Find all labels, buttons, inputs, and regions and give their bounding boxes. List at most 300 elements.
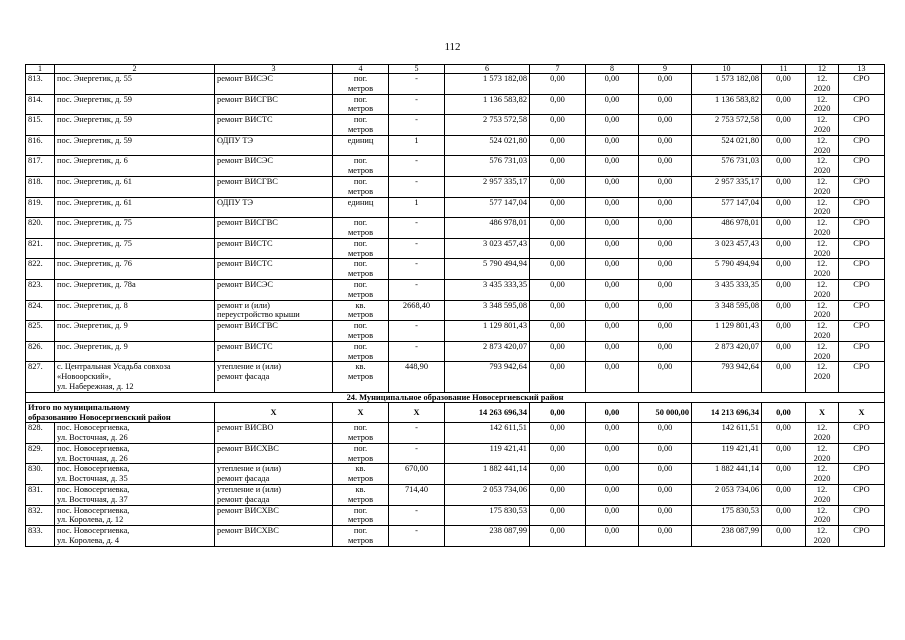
method-cell: СРО xyxy=(839,259,885,280)
column-header: 9 xyxy=(639,65,692,74)
column-header: 11 xyxy=(762,65,806,74)
fund-amount-cell: 3 435 333,35 xyxy=(692,279,762,300)
unit-cell xyxy=(333,115,389,136)
cell-line: пос. Энергетик, д. 59 xyxy=(57,135,132,145)
address-cell xyxy=(55,505,215,526)
total-cost-cell: 2 873 420,07 xyxy=(445,341,530,362)
cell-line: 2020 xyxy=(813,269,831,279)
table-row xyxy=(26,94,885,115)
fund-amount-cell: 1 882 441,14 xyxy=(692,464,762,485)
cell-line: пос. Энергетик, д. 75 xyxy=(57,218,132,228)
address-cell xyxy=(55,423,215,444)
work-type-cell xyxy=(215,362,333,392)
cell-line: 2020 xyxy=(813,248,831,258)
cell-line: 12. xyxy=(816,362,828,372)
row-number: 825. xyxy=(26,321,55,342)
row-number: 828. xyxy=(26,423,55,444)
fund-amount-cell: 524 021,80 xyxy=(692,135,762,156)
quantity-cell: - xyxy=(389,238,445,259)
work-type-cell xyxy=(215,423,333,444)
cell-line: 2020 xyxy=(813,330,831,340)
method-cell: СРО xyxy=(839,115,885,136)
work-type-cell xyxy=(215,259,333,280)
amount-cell: 0,00 xyxy=(639,115,692,136)
amount-cell: 0,00 xyxy=(530,443,586,464)
amount-cell: 0,00 xyxy=(762,218,806,239)
amount-cell: 0,00 xyxy=(586,464,639,485)
cell-line: 12. xyxy=(816,135,828,145)
amount-cell: 0,00 xyxy=(586,526,639,547)
table-row xyxy=(26,259,885,280)
row-number: 820. xyxy=(26,218,55,239)
quantity-cell: 1 xyxy=(389,135,445,156)
cell-line: 2020 xyxy=(813,433,831,443)
cell-line: 2020 xyxy=(813,372,831,382)
total-cell: X xyxy=(839,402,885,423)
row-number: 822. xyxy=(26,259,55,280)
unit-cell xyxy=(333,485,389,506)
amount-cell: 0,00 xyxy=(530,464,586,485)
amount-cell: 0,00 xyxy=(639,526,692,547)
amount-cell: 0,00 xyxy=(762,443,806,464)
amount-cell: 0,00 xyxy=(639,94,692,115)
cell-line: 12. xyxy=(816,321,828,331)
amount-cell: 0,00 xyxy=(586,135,639,156)
unit-cell xyxy=(333,197,389,218)
unit-cell xyxy=(333,526,389,547)
cell-line: ремонт фасада xyxy=(217,372,270,382)
cell-line: метров xyxy=(347,351,374,361)
address-cell xyxy=(55,485,215,506)
fund-amount-cell: 175 830,53 xyxy=(692,505,762,526)
cell-line: пог. xyxy=(353,341,368,351)
total-cost-cell: 576 731,03 xyxy=(445,156,530,177)
cell-line: 12. xyxy=(816,197,828,207)
amount-cell: 0,00 xyxy=(530,300,586,321)
amount-cell: 0,00 xyxy=(762,279,806,300)
total-cell: 0,00 xyxy=(530,402,586,423)
total-row xyxy=(26,402,885,423)
cell-line: пог. xyxy=(353,279,368,289)
amount-cell: 0,00 xyxy=(639,74,692,95)
amount-cell: 0,00 xyxy=(762,341,806,362)
cell-line: 2020 xyxy=(813,166,831,176)
cell-line: пос. Энергетик, д. 59 xyxy=(57,115,132,125)
quantity-cell: - xyxy=(389,526,445,547)
table-row xyxy=(26,423,885,444)
amount-cell: 0,00 xyxy=(639,505,692,526)
amount-cell: 0,00 xyxy=(639,176,692,197)
amount-cell: 0,00 xyxy=(586,197,639,218)
address-cell xyxy=(55,279,215,300)
total-cell: X xyxy=(389,402,445,423)
cell-line: пог. xyxy=(353,423,368,433)
cell-line: пог. xyxy=(353,218,368,228)
cell-line: 2020 xyxy=(813,227,831,237)
quantity-cell: - xyxy=(389,321,445,342)
fund-amount-cell: 3 023 457,43 xyxy=(692,238,762,259)
cell-line: ул. Восточная, д. 26 xyxy=(57,433,128,443)
deadline-cell xyxy=(806,321,839,342)
cell-line: метров xyxy=(347,330,374,340)
cell-line: ремонт ВИСЭС xyxy=(217,279,273,289)
total-cost-cell: 175 830,53 xyxy=(445,505,530,526)
cell-line: ул. Восточная, д. 35 xyxy=(57,474,128,484)
address-cell xyxy=(55,300,215,321)
amount-cell: 0,00 xyxy=(762,362,806,392)
cell-line: 2020 xyxy=(813,351,831,361)
table-row xyxy=(26,485,885,506)
column-header: 7 xyxy=(530,65,586,74)
address-cell xyxy=(55,259,215,280)
cell-line: метров xyxy=(347,515,374,525)
unit-cell xyxy=(333,259,389,280)
total-cost-cell: 1 136 583,82 xyxy=(445,94,530,115)
amount-cell: 0,00 xyxy=(530,238,586,259)
cell-line: 12. xyxy=(816,238,828,248)
amount-cell: 0,00 xyxy=(530,176,586,197)
cell-line: ремонт и (или) xyxy=(217,300,270,310)
amount-cell: 0,00 xyxy=(762,156,806,177)
row-number: 830. xyxy=(26,464,55,485)
cell-line: 12. xyxy=(816,505,828,515)
method-cell: СРО xyxy=(839,156,885,177)
amount-cell: 0,00 xyxy=(586,156,639,177)
cell-line: ул. Восточная, д. 26 xyxy=(57,453,128,463)
section-block xyxy=(26,392,885,423)
cell-line: ремонт ВИСГВС xyxy=(217,94,278,104)
deadline-cell xyxy=(806,115,839,136)
cell-line: пос. Новосергиевка, xyxy=(57,464,130,474)
table-row xyxy=(26,443,885,464)
amount-cell: 0,00 xyxy=(586,238,639,259)
unit-cell xyxy=(333,94,389,115)
row-number: 813. xyxy=(26,74,55,95)
cell-line: пос. Энергетик, д. 59 xyxy=(57,94,132,104)
unit-cell xyxy=(333,135,389,156)
amount-cell: 0,00 xyxy=(530,362,586,392)
unit-cell xyxy=(333,505,389,526)
column-header: 8 xyxy=(586,65,639,74)
amount-cell: 0,00 xyxy=(586,279,639,300)
amount-cell: 0,00 xyxy=(530,94,586,115)
row-number: 823. xyxy=(26,279,55,300)
column-header: 3 xyxy=(215,65,333,74)
deadline-cell xyxy=(806,526,839,547)
table-row xyxy=(26,197,885,218)
row-number: 821. xyxy=(26,238,55,259)
work-type-cell xyxy=(215,464,333,485)
column-number-header xyxy=(26,65,885,74)
cell-line: метров xyxy=(347,227,374,237)
column-header: 6 xyxy=(445,65,530,74)
amount-cell: 0,00 xyxy=(639,362,692,392)
total-label-line: Итого по муниципальному xyxy=(28,402,130,412)
cell-line: метров xyxy=(347,474,374,484)
cell-line: 12. xyxy=(816,115,828,125)
cell-line: ремонт ВИСГВС xyxy=(217,218,278,228)
unit-cell xyxy=(333,300,389,321)
method-cell: СРО xyxy=(839,423,885,444)
cell-line: пос. Энергетик, д. 8 xyxy=(57,300,128,310)
amount-cell: 0,00 xyxy=(762,176,806,197)
rows-energetik xyxy=(26,74,885,393)
cell-line: 12. xyxy=(816,443,828,453)
method-cell: СРО xyxy=(839,526,885,547)
cell-line: 2020 xyxy=(813,536,831,546)
column-header: 10 xyxy=(692,65,762,74)
fund-amount-cell: 1 136 583,82 xyxy=(692,94,762,115)
work-type-cell xyxy=(215,321,333,342)
unit-cell xyxy=(333,74,389,95)
cell-line: пог. xyxy=(353,505,368,515)
unit-cell xyxy=(333,176,389,197)
quantity-cell: - xyxy=(389,176,445,197)
cell-line: метров xyxy=(347,166,374,176)
fund-amount-cell: 793 942,64 xyxy=(692,362,762,392)
quantity-cell: - xyxy=(389,218,445,239)
amount-cell: 0,00 xyxy=(586,176,639,197)
fund-amount-cell: 3 348 595,08 xyxy=(692,300,762,321)
deadline-cell xyxy=(806,259,839,280)
cell-line: 2020 xyxy=(813,515,831,525)
total-cost-cell: 5 790 494,94 xyxy=(445,259,530,280)
deadline-cell xyxy=(806,135,839,156)
quantity-cell: 2668,40 xyxy=(389,300,445,321)
cell-line: 12. xyxy=(816,94,828,104)
amount-cell: 0,00 xyxy=(762,197,806,218)
amount-cell: 0,00 xyxy=(639,423,692,444)
work-type-cell xyxy=(215,279,333,300)
amount-cell: 0,00 xyxy=(639,259,692,280)
quantity-cell: - xyxy=(389,279,445,300)
cell-line: 12. xyxy=(816,464,828,474)
cell-line: пос. Энергетик, д. 6 xyxy=(57,156,128,166)
amount-cell: 0,00 xyxy=(762,94,806,115)
address-cell xyxy=(55,156,215,177)
cell-line: утепление и (или) xyxy=(217,464,282,474)
total-cost-cell: 1 882 441,14 xyxy=(445,464,530,485)
amount-cell: 0,00 xyxy=(639,156,692,177)
method-cell: СРО xyxy=(839,135,885,156)
row-number: 827. xyxy=(26,362,55,392)
fund-amount-cell: 2 753 572,58 xyxy=(692,115,762,136)
fund-amount-cell: 119 421,41 xyxy=(692,443,762,464)
deadline-cell xyxy=(806,218,839,239)
cell-line: метров xyxy=(347,289,374,299)
amount-cell: 0,00 xyxy=(530,526,586,547)
deadline-cell xyxy=(806,505,839,526)
amount-cell: 0,00 xyxy=(762,505,806,526)
table-row xyxy=(26,505,885,526)
unit-cell xyxy=(333,341,389,362)
deadline-cell xyxy=(806,300,839,321)
fund-amount-cell: 1 129 801,43 xyxy=(692,321,762,342)
table-row xyxy=(26,218,885,239)
cell-line: метров xyxy=(347,104,374,114)
amount-cell: 0,00 xyxy=(639,279,692,300)
amount-cell: 0,00 xyxy=(586,341,639,362)
row-number: 833. xyxy=(26,526,55,547)
work-type-cell xyxy=(215,238,333,259)
fund-amount-cell: 2 957 335,17 xyxy=(692,176,762,197)
cell-line: ремонт ВИСЭС xyxy=(217,74,273,83)
work-type-cell xyxy=(215,135,333,156)
total-cost-cell: 2 753 572,58 xyxy=(445,115,530,136)
total-cell: X xyxy=(215,402,333,423)
cell-line: пог. xyxy=(353,115,368,125)
cell-line: ОДПУ ТЭ xyxy=(217,197,254,207)
row-number: 826. xyxy=(26,341,55,362)
cell-line: кв. xyxy=(355,300,366,310)
total-cost-cell: 3 023 457,43 xyxy=(445,238,530,259)
total-cell: X xyxy=(333,402,389,423)
cell-line: ремонт ВИСВО xyxy=(217,423,274,433)
fund-amount-cell: 5 790 494,94 xyxy=(692,259,762,280)
amount-cell: 0,00 xyxy=(639,341,692,362)
method-cell: СРО xyxy=(839,321,885,342)
column-header: 13 xyxy=(839,65,885,74)
cell-line: пос. Энергетик, д. 9 xyxy=(57,341,128,351)
address-cell xyxy=(55,464,215,485)
section-header-row xyxy=(26,392,885,402)
quantity-cell: - xyxy=(389,423,445,444)
cell-line: ул. Королева, д. 12 xyxy=(57,515,124,525)
table-row xyxy=(26,238,885,259)
cell-line: утепление и (или) xyxy=(217,485,282,495)
deadline-cell xyxy=(806,341,839,362)
cell-line: пос. Новосергиевка, xyxy=(57,485,130,495)
cell-line: кв. xyxy=(355,485,366,495)
deadline-cell xyxy=(806,238,839,259)
fund-amount-cell: 576 731,03 xyxy=(692,156,762,177)
cell-line: пог. xyxy=(353,321,368,331)
amount-cell: 0,00 xyxy=(639,300,692,321)
cell-line: кв. xyxy=(355,464,366,474)
cell-line: ремонт фасада xyxy=(217,474,270,484)
cell-line: метров xyxy=(347,310,374,320)
cell-line: 2020 xyxy=(813,289,831,299)
method-cell: СРО xyxy=(839,238,885,259)
cell-line: пог. xyxy=(353,238,368,248)
method-cell: СРО xyxy=(839,464,885,485)
method-cell: СРО xyxy=(839,197,885,218)
amount-cell: 0,00 xyxy=(586,115,639,136)
cell-line: 2020 xyxy=(813,186,831,196)
cell-line: 2020 xyxy=(813,83,831,93)
cell-line: с. Центральная Усадьба совхоза xyxy=(57,362,171,372)
address-cell xyxy=(55,135,215,156)
work-type-cell xyxy=(215,505,333,526)
cell-line: 12. xyxy=(816,259,828,269)
amount-cell: 0,00 xyxy=(762,423,806,444)
cell-line: ремонт ВИСГВС xyxy=(217,321,278,331)
cell-line: ремонт ВИСТС xyxy=(217,341,273,351)
deadline-cell xyxy=(806,156,839,177)
method-cell: СРО xyxy=(839,341,885,362)
unit-cell xyxy=(333,464,389,485)
fund-amount-cell: 238 087,99 xyxy=(692,526,762,547)
method-cell: СРО xyxy=(839,300,885,321)
amount-cell: 0,00 xyxy=(530,485,586,506)
fund-amount-cell: 2 873 420,07 xyxy=(692,341,762,362)
column-header: 5 xyxy=(389,65,445,74)
row-number: 824. xyxy=(26,300,55,321)
deadline-cell xyxy=(806,362,839,392)
method-cell: СРО xyxy=(839,485,885,506)
quantity-cell: 670,00 xyxy=(389,464,445,485)
quantity-cell: - xyxy=(389,505,445,526)
cell-line: пос. Энергетик, д. 9 xyxy=(57,321,128,331)
cell-line: 12. xyxy=(816,341,828,351)
total-cost-cell: 524 021,80 xyxy=(445,135,530,156)
total-cell: 50 000,00 xyxy=(639,402,692,423)
work-type-cell xyxy=(215,300,333,321)
amount-cell: 0,00 xyxy=(586,505,639,526)
page-number: 112 xyxy=(444,41,461,53)
amount-cell: 0,00 xyxy=(639,464,692,485)
cell-line: ремонт ВИСТС xyxy=(217,259,273,269)
cell-line: пос. Новосергиевка, xyxy=(57,423,130,433)
cell-line: пос. Энергетик, д. 55 xyxy=(57,74,132,83)
cell-line: 2020 xyxy=(813,310,831,320)
deadline-cell xyxy=(806,464,839,485)
deadline-cell xyxy=(806,94,839,115)
total-cost-cell: 1 129 801,43 xyxy=(445,321,530,342)
amount-cell: 0,00 xyxy=(530,218,586,239)
cell-line: 12. xyxy=(816,218,828,228)
row-number: 815. xyxy=(26,115,55,136)
method-cell: СРО xyxy=(839,505,885,526)
amount-cell: 0,00 xyxy=(586,259,639,280)
amount-cell: 0,00 xyxy=(530,197,586,218)
method-cell: СРО xyxy=(839,176,885,197)
total-cost-cell: 3 348 595,08 xyxy=(445,300,530,321)
cell-line: 2020 xyxy=(813,145,831,155)
total-cost-cell: 486 978,01 xyxy=(445,218,530,239)
row-number: 831. xyxy=(26,485,55,506)
amount-cell: 0,00 xyxy=(762,321,806,342)
cell-line: ремонт ВИСТС xyxy=(217,115,273,125)
amount-cell: 0,00 xyxy=(639,485,692,506)
row-number: 818. xyxy=(26,176,55,197)
amount-cell: 0,00 xyxy=(530,74,586,95)
address-cell xyxy=(55,238,215,259)
amount-cell: 0,00 xyxy=(762,115,806,136)
amount-cell: 0,00 xyxy=(762,135,806,156)
amount-cell: 0,00 xyxy=(762,464,806,485)
deadline-cell xyxy=(806,176,839,197)
total-cell: 14 263 696,34 xyxy=(445,402,530,423)
work-type-cell xyxy=(215,485,333,506)
address-cell xyxy=(55,321,215,342)
cell-line: 12. xyxy=(816,300,828,310)
cell-line: 12. xyxy=(816,526,828,536)
cell-line: кв. xyxy=(355,362,366,372)
amount-cell: 0,00 xyxy=(586,443,639,464)
cell-line: 12. xyxy=(816,74,828,83)
cell-line: 2020 xyxy=(813,124,831,134)
work-type-cell xyxy=(215,115,333,136)
cell-line: 12. xyxy=(816,423,828,433)
cell-line: пог. xyxy=(353,156,368,166)
section-title: 24. Муниципальное образование Новосергиевский район xyxy=(26,392,885,402)
cell-line: метров xyxy=(347,433,374,443)
cell-line: пос. Новосергиевка, xyxy=(57,443,130,453)
cell-line: пос. Энергетик, д. 76 xyxy=(57,259,132,269)
total-cell: 0,00 xyxy=(586,402,639,423)
quantity-cell: - xyxy=(389,443,445,464)
